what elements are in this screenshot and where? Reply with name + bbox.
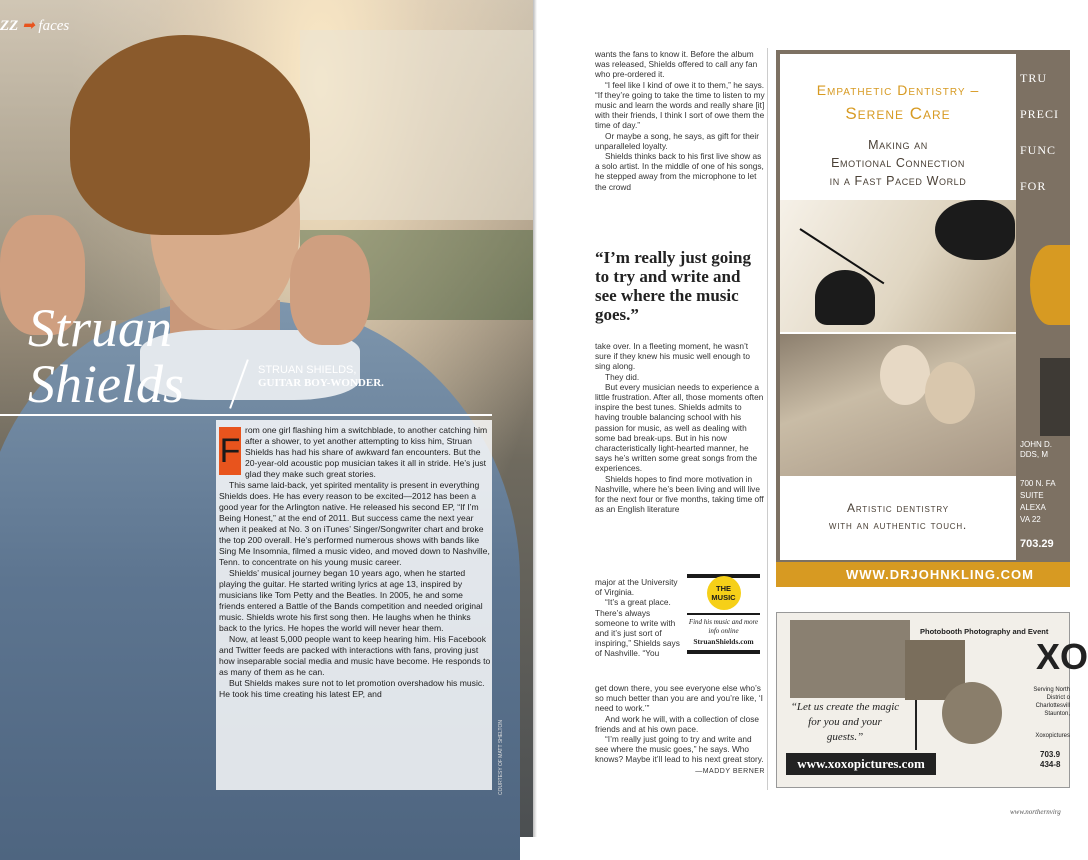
background-building xyxy=(300,30,535,220)
service-small: Xoxopictures xyxy=(1035,733,1070,739)
side-word: TRU xyxy=(1020,71,1047,85)
doctor-line: DDS, M xyxy=(1020,450,1048,459)
author-byline: —MADDY BERNER xyxy=(695,767,765,775)
ad2-url-link[interactable]: www.xoxopictures.com xyxy=(786,753,936,775)
ad2-header: Photobooth Photography and Event xyxy=(920,627,1049,636)
title-line-2: Shields xyxy=(28,354,184,414)
sidebar-mid-bar xyxy=(687,613,760,615)
feature-photo xyxy=(0,0,535,837)
address-line: 700 N. FA xyxy=(1020,479,1056,488)
paragraph: take over. In a fleeting moment, he wasn’t sure if they knew his music well enough to sing along. xyxy=(595,341,750,372)
badge-line-1: THE xyxy=(716,584,731,593)
music-sidebar xyxy=(687,574,760,654)
article-column-narrow xyxy=(595,577,683,659)
ad-headline-a: Empathetic Dentistry – xyxy=(816,82,980,98)
subject-role: GUITAR BOY-WONDER. xyxy=(258,377,384,389)
doctor-name xyxy=(1020,440,1070,460)
paragraph: “I feel like I kind of owe it to them,” he says. “If they’re going to take the time to listen to my music and learn the words and really share [it] with their friends, I think I sort of owe them the time of day.” xyxy=(595,79,765,131)
right-hand xyxy=(290,235,370,345)
woman-image xyxy=(880,345,930,405)
column-divider xyxy=(767,48,768,790)
booth-photo-round xyxy=(942,682,1002,744)
service-line: Serving North xyxy=(1033,687,1070,693)
fleur-de-lis-icon xyxy=(1030,245,1070,325)
ad2-service-area xyxy=(1024,686,1070,740)
section-tag xyxy=(0,16,69,35)
paragraph: But every musician needs to experience a little frustration. After all, those moments often inspire the best tunes. Shields admits to having trouble balancing school with his passion for music, as well as dealing with some bad break-ups. But in his now characteristically light-hearted manner, he says he’s written some great songs from the experiences. xyxy=(595,381,764,474)
article-column-mid xyxy=(595,341,765,514)
service-line: District o xyxy=(1046,695,1070,701)
doctor-photo xyxy=(1040,358,1070,436)
subhead xyxy=(258,364,384,390)
section-name: faces xyxy=(38,18,70,34)
article-body-left xyxy=(219,425,491,700)
side-word: FUNC xyxy=(1020,143,1057,157)
camera-tripod-icon xyxy=(915,700,939,750)
ad-side-words xyxy=(1020,60,1070,204)
paragraph: wants the fans to know it. Before the album was released, Shields offered to call any fan who pre-ordered it. xyxy=(595,49,758,80)
ad2-logo: XO xyxy=(1036,636,1088,677)
paragraph: major at the University of Virginia. xyxy=(595,577,678,598)
article-column-top xyxy=(595,49,765,192)
ad-phone: 703.29 xyxy=(1020,538,1054,550)
ad-address xyxy=(1020,478,1070,526)
music-badge xyxy=(707,576,741,610)
title-line-1: Struan xyxy=(28,298,173,358)
photo-credit: COURTESY OF MATT SHELTON xyxy=(498,720,504,796)
paragraph: Shields thinks back to his first live show as a solo artist. In the middle of one of his songs, he stepped away from the microphone to let the crowd xyxy=(595,151,764,192)
arrow-icon: ➡ xyxy=(22,18,35,34)
side-word: PRECI xyxy=(1020,107,1060,121)
ad-sub-line: in a Fast Paced World xyxy=(829,174,967,188)
ad-headline xyxy=(780,82,1016,124)
paragraph: Shields’ musical journey began 10 years ago, when he started playing the guitar. He started writing lyrics at age 13, inspired by musicians like Tom Petty and the Beatles. In 2005, he and some friends entered a Battle of the Bands competition and needed original music. Shields wrote his first song then. He laughs when he thinks back to the lyrics. He hopes the world will never hear them. xyxy=(219,568,483,633)
paragraph: But Shields makes sure not to let promotion overshadow his music. He took his time creating his latest EP, and xyxy=(219,678,485,699)
paragraph: Shields hopes to find more motivation in Nashville, where he’s been living and will live for the next four or five months, taking time off as an English literature xyxy=(595,473,764,515)
article-column-bottom xyxy=(595,683,765,777)
ad-sub-line: Emotional Connection xyxy=(831,156,965,170)
sidebar-bottom-bar xyxy=(687,650,760,654)
address-line: SUITE xyxy=(1020,491,1044,500)
paragraph: They did. xyxy=(605,371,640,382)
subject-name: STRUAN SHIELDS, xyxy=(258,364,357,376)
conductor-hand-image xyxy=(935,200,1015,260)
hair xyxy=(70,35,310,235)
ad-headline-b: Serene Care xyxy=(845,104,951,123)
ad2-phone: 434-8 xyxy=(1040,760,1061,769)
paragraph: rom one girl flashing him a switchblade, to another catching him after a shower, to yet another attempting to kiss him, Struan Shields has had his share of awkward fan encounters. But the 20-year-old acoustic pop musician takes it all in stride. He’s just glad they make such great stories. xyxy=(245,425,488,479)
address-line: VA 22 xyxy=(1020,515,1041,524)
paragraph: “I’m really just going to try and write and see where the music goes,” he says. Who knows? Maybe it’ll lead to his next great story. xyxy=(595,734,764,765)
paragraph: “It’s a great place. There’s always someone to write with and it’s just sort of inspiring,” Shields says of Nashville. “You xyxy=(595,597,680,659)
ad-url-link[interactable]: WWW.DRJOHNKLING.COM xyxy=(776,562,1070,587)
ad-subheadline xyxy=(780,136,1016,190)
section-prefix: ZZ xyxy=(0,18,19,34)
pull-quote: “I’m really just going to try and write and see where the music goes.” xyxy=(595,248,751,324)
paragraph: Now, at least 5,000 people want to keep hearing him. His Facebook and Twitter feeds are packed with interactions with fans, proving just how inseparable social media and music have become. He responds to as many of them as he can. xyxy=(219,634,491,677)
doctor-line: JOHN D. xyxy=(1020,440,1052,449)
man-image xyxy=(925,362,975,424)
conductor-hand-image xyxy=(815,270,875,325)
ad-sub-line: Making an xyxy=(868,138,928,152)
paragraph: Or maybe a song, he says, as gift for their unparalleled loyalty. xyxy=(595,130,760,151)
ad2-phone: 703.9 xyxy=(1040,750,1061,759)
ad2-quote: “Let us create the magic for you and your guests.” xyxy=(790,701,900,743)
service-line: Staunton, xyxy=(1044,711,1070,717)
side-word: FOR xyxy=(1020,179,1047,193)
ad-tagline-line: Artistic dentistry xyxy=(847,501,949,515)
paragraph: And work he will, with a collection of close friends and at his own pace. xyxy=(595,713,760,734)
title-rule xyxy=(0,414,492,416)
footer-url: www.northernvirg xyxy=(1010,808,1061,816)
feature-title xyxy=(28,300,184,412)
paragraph: get down there, you see everyone else who’s so much better than you are and you’re like, ‘I need to work.’” xyxy=(595,683,763,714)
ad-tagline xyxy=(780,500,1016,534)
service-line: Charlottesvill xyxy=(1035,703,1070,709)
badge-line-2: MUSIC xyxy=(711,593,736,602)
drop-cap: F xyxy=(219,427,241,475)
sidebar-website-link[interactable]: StruanShields.com xyxy=(693,637,754,646)
booth-photo xyxy=(790,620,910,698)
ad-tagline-line: with an authentic touch. xyxy=(828,518,968,532)
paragraph: This same laid-back, yet spirited mentality is present in everything Shields does. He has every reason to be excited—2012 has been a good year for the Arlington native. He released his second EP, “If I’m Being Honest,” at the end of 2011. But success came the next year when it peaked at No. 3 on iTunes’ Singer/Songwriter chart and broke the top 200 overall. He’s performed numerous shows with bands like Sing Me Insomnia, filmed a music video, and moved down to Nashville, Tenn. to concentrate on his young music career. xyxy=(219,480,490,567)
ad2-phones xyxy=(1040,750,1070,770)
address-line: ALEXA xyxy=(1020,503,1046,512)
sidebar-info: Find his music and more info online xyxy=(688,618,759,635)
